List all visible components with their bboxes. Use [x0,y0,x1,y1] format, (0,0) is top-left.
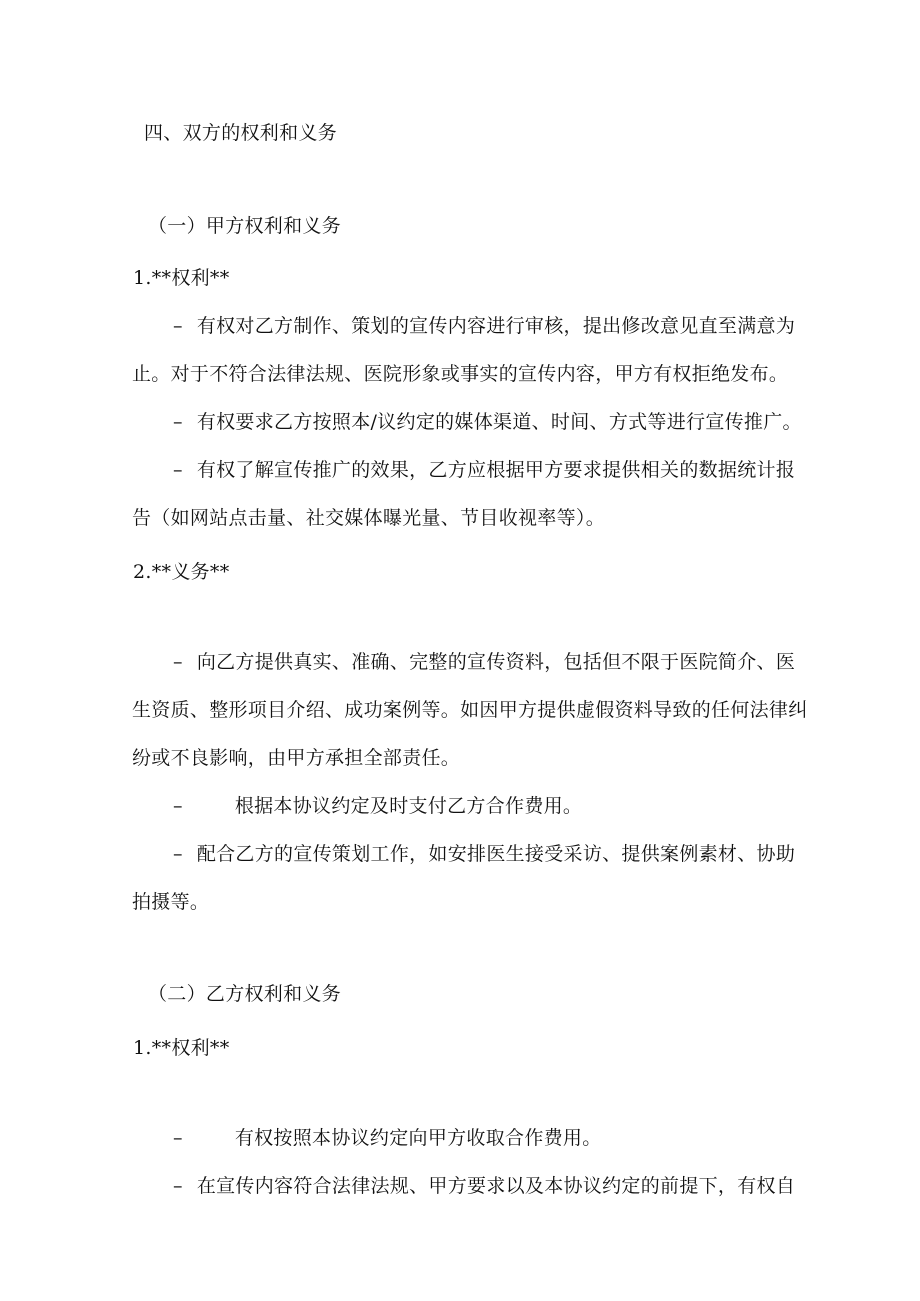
list-dash: – [173,459,183,481]
party-b-heading: （二）乙方权利和义务 [148,983,342,1005]
list-dash: – [173,1127,183,1149]
party-a-right-1-line-1 [173,314,795,338]
party-a-duty-3-line-2: 拍摄等。 [132,891,210,913]
party-b-right-2 [173,1174,795,1198]
party-a-right-2 [173,410,802,434]
party-a-right-1-line-2: 止。对于不符合法律法规、医院形象或事实的宣传内容，甲方有权拒绝发布。 [132,363,789,385]
party-a-duty-2 [173,794,582,818]
party-a-rights-title: 1.**权利** [133,267,230,289]
section-title: 四、双方的权利和义务 [144,122,338,144]
list-item-text: 有权对乙方制作、策划的宣传内容进行审核，提出修改意见直至满意为 [196,315,796,337]
party-a-duties-title: 2.**义务** [133,561,230,583]
party-b-rights-title: 1.**权利** [133,1037,230,1059]
list-dash: – [173,411,183,433]
list-item-text: 根据本协议约定及时支付乙方合作费用。 [234,795,583,817]
list-dash: – [173,651,183,673]
list-item-text: 向乙方提供真实、准确、完整的宣传资料，包括但不限于医院简介、医 [196,651,796,673]
list-item-text: 有权了解宣传推广的效果，乙方应根据甲方要求提供相关的数据统计报 [196,459,796,481]
party-a-right-3-line-2: 告（如网站点击量、社交媒体曝光量、节目收视率等）。 [132,507,606,529]
party-a-duty-3-line-1 [173,842,795,866]
list-item-text: 在宣传内容符合法律法规、甲方要求以及本协议约定的前提下，有权自 [196,1175,796,1197]
list-item-text: 配合乙方的宣传策划工作，如安排医生接受采访、提供案例素材、协助 [196,843,796,865]
party-b-right-1 [173,1126,602,1150]
list-dash: – [173,1175,183,1197]
list-item-text: 有权按照本协议约定向甲方收取合作费用。 [234,1127,602,1149]
party-a-heading: （一）甲方权利和义务 [148,215,342,237]
list-dash: – [173,843,183,865]
list-dash: – [173,795,183,817]
party-a-duty-1-line-1 [173,650,795,674]
party-a-right-3-line-1 [173,458,795,482]
list-dash: – [173,315,183,337]
party-a-duty-1-line-3: 纷或不良影响，由甲方承担全部责任。 [132,747,461,769]
party-a-duty-1-line-2: 生资质、整形项目介绍、成功案例等。如因甲方提供虚假资料导致的任何法律纠 [132,699,808,721]
list-item-text: 有权要求乙方按照本/议约定的媒体渠道、时间、方式等进行宣传推广。 [196,411,802,433]
